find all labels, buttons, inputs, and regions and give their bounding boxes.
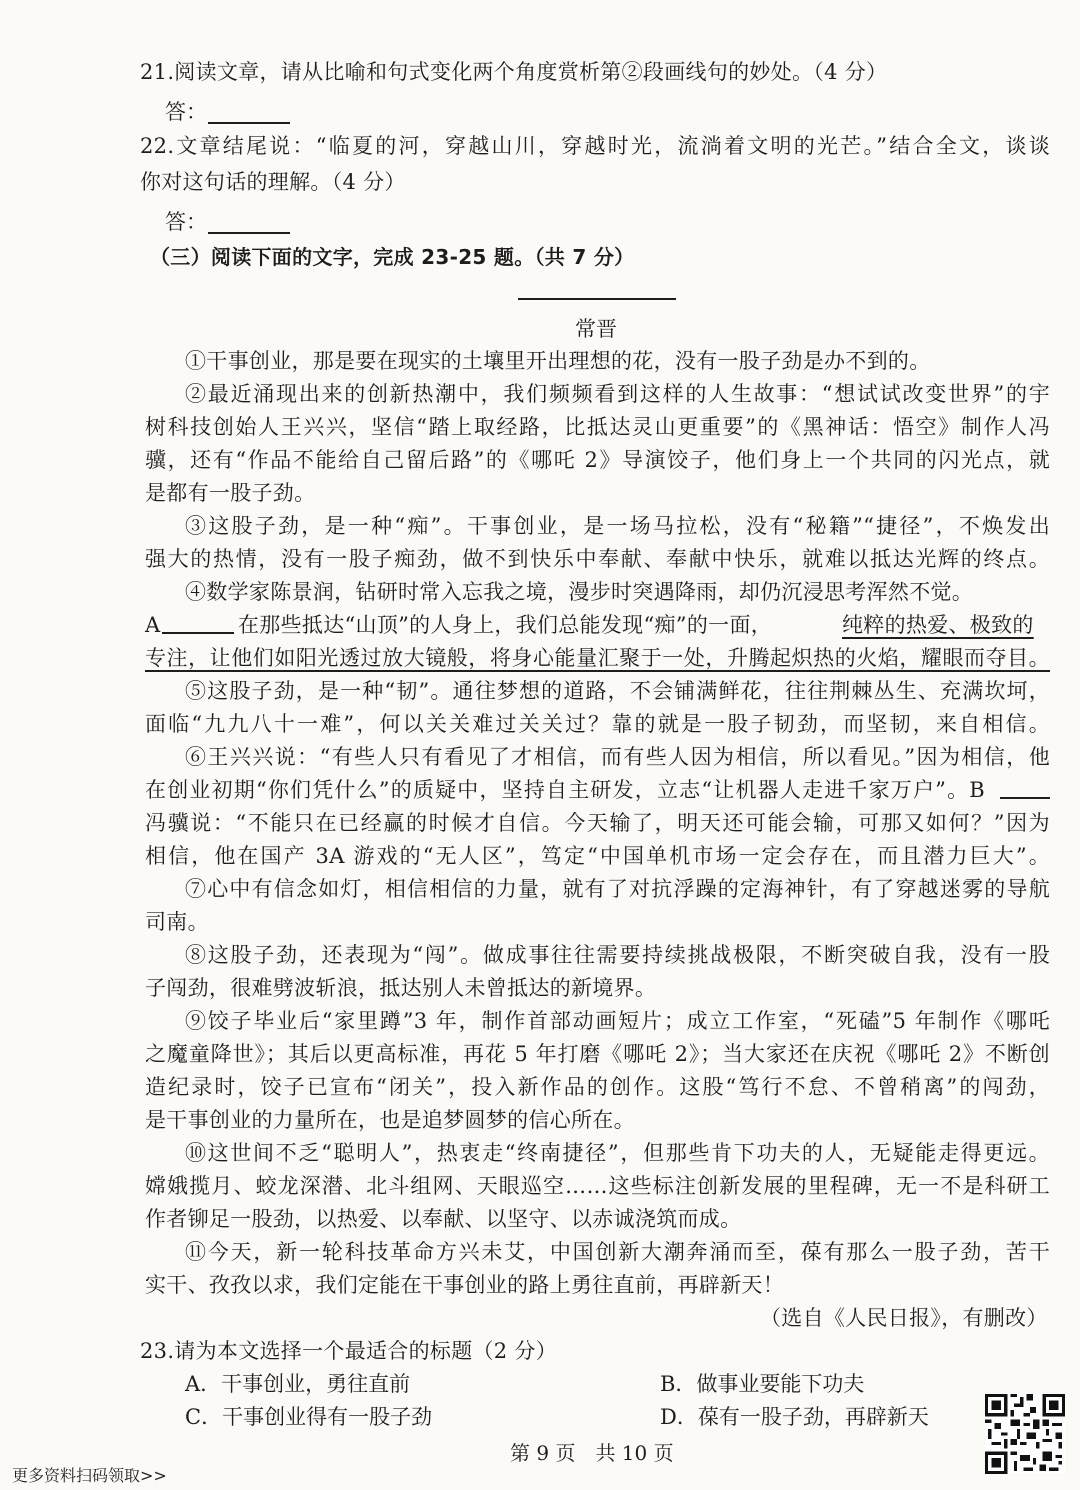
paragraph-9-line-1: ⑨饺子毕业后“家里蹲”3 年，制作首部动画短片；成立工作室，“死磕”5 年制作《哪吒 [185,1009,1050,1033]
paragraph-1: ①干事创业，那是要在现实的土壤里开出理想的花，没有一股子劲是办不到的。 [185,349,931,373]
blank-a[interactable] [162,632,234,634]
question-21: 21.阅读文章，请从比喻和句式变化两个角度赏析第②段画线句的妙处。（4 分） [140,60,888,84]
paragraph-2-line-1: ②最近涌现出来的创新热潮中，我们频频看到这样的人生故事：“想试试改变世界”的宇 [185,382,1050,406]
paragraph-11-line-2: 实干、孜孜以求，我们定能在干事创业的路上勇往直前，再辟新天！ [145,1273,784,1297]
paragraph-2-line-2: 树科技创始人王兴兴，坚信“踏上取经路，比抵达灵山更重要”的《黑神话：悟空》制作人冯 [145,415,1050,439]
paragraph-7-line-2: 司南。 [145,910,209,934]
paragraph-10-line-2: 嫦娥揽月、蛟龙深潜、北斗组网、天眼巡空……这些标注创新发展的里程碑，无一不是科研工 [145,1174,1050,1198]
question-22-line-2: 你对这句话的理解。（4 分） [140,170,406,194]
paragraph-11-line-1: ⑪今天，新一轮科技革命方兴未艾，中国创新大潮奔涌而至，葆有那么一股子劲，苦干 [185,1240,1050,1264]
paragraph-3-line-1: ③这股子劲，是一种“痴”。干事创业，是一场马拉松，没有“秘籍”“捷径”，不焕发出 [185,514,1050,538]
paragraph-5-line-1: ⑤这股子劲，是一种“韧”。通往梦想的道路，不会铺满鲜花，往往荆棘丛生、充满坎坷， [185,679,1050,703]
underlined-sentence-part-1: 纯粹的热爱、极致的 [842,613,1034,637]
question-22-line-1: 22.文章结尾说：“临夏的河，穿越山川，穿越时光，流淌着文明的光芒。”结合全文，谈谈 [140,134,1050,158]
answer-blank-21[interactable] [208,122,290,124]
paragraph-2-line-4: 是都有一股子劲。 [145,481,316,505]
answer-label-21: 答： [165,100,207,124]
option-a[interactable]: A．干事创业，勇往直前 [185,1372,411,1396]
section-heading: （三）阅读下面的文字，完成 23-25 题。（共 7 分） [150,245,635,269]
paragraph-3-line-2: 强大的热情，没有一股子痴劲，做不到快乐中奉献、奉献中快乐，就难以抵达光辉的终点。 [145,547,1050,571]
paragraph-6-line-4: 相信，他在国产 3A 游戏的“无人区”，笃定“中国单机市场一定会存在，而且潜力巨大”。 [145,844,1050,868]
paragraph-10-line-1: ⑩这世间不乏“聪明人”，热衷走“终南捷径”，但那些肯下功夫的人，无疑能走得更远。 [185,1141,1050,1165]
paragraph-4-line-2a: 在那些抵达“山顶”的人身上，我们总能发现“痴”的一面， [238,613,773,637]
page-number: 第 9 页 共 10 页 [510,1441,674,1465]
qr-code-icon[interactable] [985,1394,1065,1474]
answer-blank-22[interactable] [208,232,290,234]
paragraph-9-line-4: 是干事创业的力量所在，也是追梦圆梦的信心所在。 [145,1108,635,1132]
paragraph-6-line-3: 冯骥说：“不能只在已经赢的时候才自信。今天输了，明天还可能会输，可那又如何？”因为 [145,811,1050,835]
paragraph-6-line-2: 在创业初期“你们凭什么”的质疑中，坚持自主研发，立志“让机器人走进千家万户”。B [145,778,985,802]
paragraph-5-line-2: 面临“九九八十一难”，何以关关难过关关过？靠的就是一股子韧劲，而坚韧，来自相信。 [145,712,1050,736]
paragraph-8-line-2: 子闯劲，很难劈波斩浪，抵达别人未曾抵达的新境界。 [145,976,657,1000]
option-b[interactable]: B．做事业要能下功夫 [660,1372,865,1396]
promo-text[interactable]: 更多资料扫码领取>> [12,1466,167,1485]
paragraph-8-line-1: ⑧这股子劲，还表现为“闯”。做成事往往需要持续挑战极限，不断突破自我，没有一股 [185,943,1050,967]
paragraph-4-line-1: ④数学家陈景润，钻研时常入忘我之境，漫步时突遇降雨，却仍沉浸思考浑然不觉。 [185,580,974,604]
question-23: 23.请为本文选择一个最适合的标题（2 分） [140,1339,558,1363]
paragraph-10-line-3: 作者铆足一股劲，以热爱、以奉献、以坚守、以赤诚浇筑而成。 [145,1207,742,1231]
source-note: （选自《人民日报》，有删改） [760,1306,1048,1330]
option-d[interactable]: D．葆有一股子劲，再辟新天 [660,1405,929,1429]
article-author: 常晋 [575,317,617,341]
paragraph-6-line-1: ⑥王兴兴说：“有些人只有看见了才相信，而有些人因为相信，所以看见。”因为相信，他 [185,745,1050,769]
answer-label-22: 答： [165,210,207,234]
blank-a-label: A [145,613,161,637]
title-blank[interactable] [518,298,676,300]
paragraph-7-line-1: ⑦心中有信念如灯，相信相信的力量，就有了对抗浮躁的定海神针，有了穿越迷雾的导航 [185,877,1050,901]
blank-b[interactable] [1000,797,1050,799]
option-c[interactable]: C．干事创业得有一股子劲 [185,1405,433,1429]
paragraph-2-line-3: 骥，还有“作品不能给自己留后路”的《哪吒 2》导演饺子，他们身上一个共同的闪光点，就 [145,448,1050,472]
underlined-sentence-part-2: 专注，让他们如阳光透过放大镜般，将身心能量汇聚于一处，升腾起炽热的火焰，耀眼而夺目。 [145,646,1050,670]
paragraph-9-line-2: 之魔童降世》；其后以更高标准，再花 5 年打磨《哪吒 2》；当大家还在庆祝《哪吒 2》不断创 [145,1042,1050,1066]
paragraph-9-line-3: 造纪录时，饺子已宣布“闭关”，投入新作品的创作。这股“笃行不怠、不曾稍离”的闯劲， [145,1075,1050,1099]
